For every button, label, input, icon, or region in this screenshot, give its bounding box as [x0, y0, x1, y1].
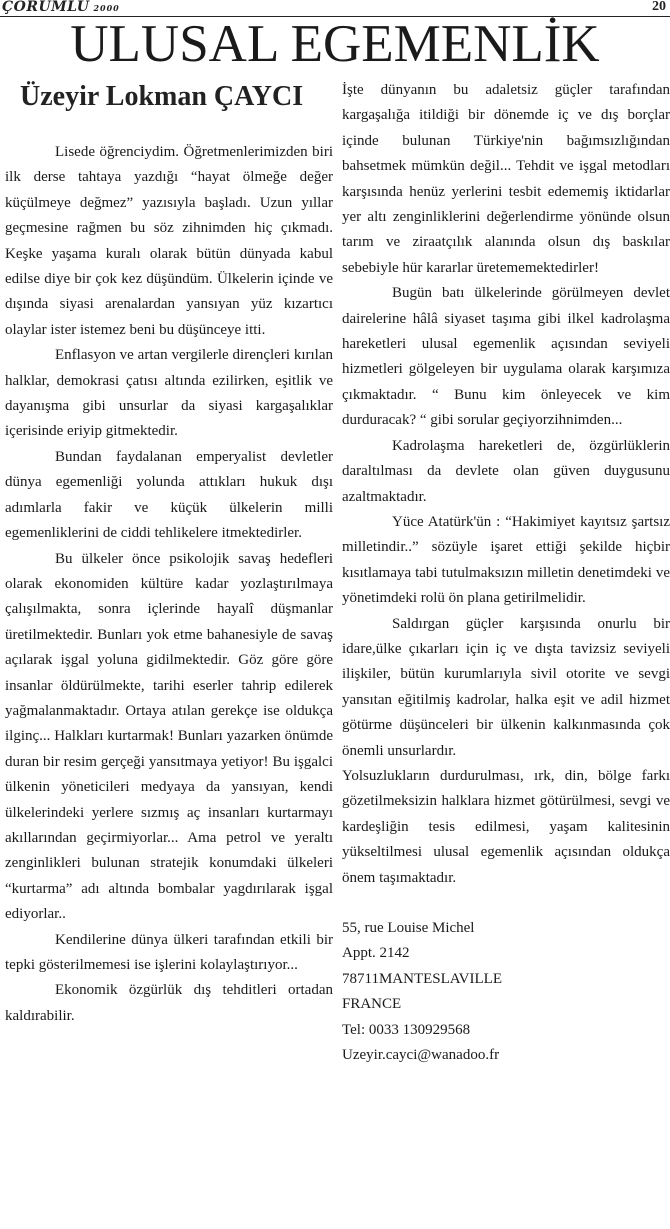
paragraph: Bu ülkeler önce psikolojik savaş hedefleri olarak ekonomiden kültüre kadar yozlaştırılmaya çalışılmakta, sonra içlerinde hayalî düşmanlar üretilmektedir. Bunları yok etme bahanesiyle de savaş açılarak işgal yoluna gidilmektedir. Göz göre göre insanlar öldürülmekte, tarihi eserler tahrip edilerek yağmalanmaktadır. Ortaya atılan gerekçe ise oldukça ilginç... Halkları kurtarmak! Bunları yazarken önümde duran bir resim gerçeği yansıtmaya yetiyor! Bu işgalci ülkenin yöneticileri medyaya da yansıyan, kendi ülkelerindeki yerlere sızmış aç insanları kurtarmayı akıllarından geçirmiyorlar... Ama petrol ve yeraltı zenginlikleri bulunan stratejik konumdaki ülkeleri “kurtarma” adı altında bombalar yagdırılarak işgal ediyorlar.. [5, 550, 333, 923]
address-apartment: Appt. 2142 [342, 945, 410, 962]
paragraph: Kendilerine dünya ülkeri tarafından etkili bir tepki gösterilmemesi ise işlerini kolaylaştırıyor... [5, 931, 333, 973]
article-title: ULUSAL EGEMENLİK [70, 15, 600, 73]
address-street: 55, rue Louise Michel [342, 920, 475, 936]
page-number: 20 [652, 0, 666, 14]
paragraph: Kadrolaşma hareketleri de, özgürlüklerin daraltılması da devlete olan güven duygusunu azaltmaktadır. [342, 437, 670, 505]
paragraph: Ekonomik özgürlük dış tehditleri ortadan kaldırabilir. [5, 982, 333, 1024]
paragraph: Lisede öğrenciydim. Öğretmenlerimizden biri ilk derse tahtaya yazdığı “hayat ölmeğe değer küçülmeye değmez” yazısıyla başladı. Uzun yıllar geçmesine rağmen bu söz zihnimden hiç çıkmadı. Keşke yaşama kuralı olarak bütün dünyada kabul edilse diye bir çok kez düşündüm. Ülkelerin içinde ve dışında siyasi arenalardan yansıyan yüz kızartıcı olaylar ister istemez beni bu düşünceye itti. [5, 144, 333, 338]
address-country: FRANCE [342, 996, 402, 1013]
article-author: Üzeyir Lokman ÇAYCI [20, 81, 304, 112]
address-city: 78711MANTESLAVILLE [342, 970, 502, 987]
paragraph: İşte dünyanın bu adaletsiz güçler tarafından kargaşalığa itildiği bir dönemde iç ve dış borçlar içinde bulunan Türkiye'nin bağımsızlığından bahsetmek mümkün değil... Tehdit ve işgal metodları karşısında henüz yerlerini tesbit edememiş iktidarlar yer altı zenginliklerini değerlendirme yönünde olsun tarım ve ziraatçılık alanında olsun dış baskılar sebebiyle hür kararlar üretememektedirler! [342, 82, 670, 276]
right-column [342, 78, 670, 1229]
left-column [5, 140, 333, 1229]
masthead-name: ÇORUMLU [2, 0, 90, 15]
paragraph: Saldırgan güçler karşısında onurlu bir idare,ülke çıkarları için iç ve dışta tavizsiz seviyeli ilişkiler, bütün kurumlarıyla sivil otorite ve sevgi yansıtan eğitilmiş kadrolar, halka eşit ve adil hizmet götürme düşünceleri bir ülkenin kalkınmasında çok önemli unsurlardır. [342, 615, 670, 759]
paragraph: Bundan faydalanan emperyalist devletler dünya egemenliği yolunda attıkları hukuk dışı adımlarla fakir ve küçük ülkelerin milli egemenliklerini de ciddi tehlikelere itmektedirler. [5, 448, 333, 542]
paragraph: Yolsuzlukların durdurulması, ırk, din, bölge farkı gözetilmeksizin halklara hizmet götürülmesi, sevgi ve kardeşliğin tesis edilmesi, yaşam kalitesinin yükseltilmesi ulusal egemenlik açısından oldukça önem taşımaktadır. [342, 767, 670, 886]
paragraph: Bugün batı ülkelerinde görülmeyen devlet dairelerine hâlâ siyaset taşıma gibi ilkel kadrolaşma hareketleri ulusal egemenlik açısından seviyeli hizmetleri gölgeleyen bir uygulama olarak karşımıza çıkmaktadır. “ Bunu kim önleyecek ve kim durduracak? “ gibi sorular geçiyorzihnimden... [342, 285, 670, 429]
masthead [2, 0, 120, 15]
address-email: Uzeyir.cayci@wanadoo.fr [342, 1047, 500, 1064]
paragraph: Yüce Atatürk'ün : “Hakimiyet kayıtsız şartsız milletindir..” sözüyle işaret ettiği şekilde hiçbir kısıtlamaya tabi tutulmaksızın milletin denetimdeki ve yönetimdeki rolü ön plana getirilmelidir. [342, 513, 670, 607]
paragraph: Enflasyon ve artan vergilerle dirençleri kırılan halklar, demokrasi çatısı altında ezilirken, eşitlik ve dayanışma gibi unsurlar da siyasi kargaşalıklar içerisinde eriyip gitmektedir. [5, 347, 333, 440]
address-phone: Tel: 0033 130929568 [342, 1021, 471, 1038]
masthead-year: 2000 [93, 3, 120, 13]
author-address [342, 916, 670, 1068]
